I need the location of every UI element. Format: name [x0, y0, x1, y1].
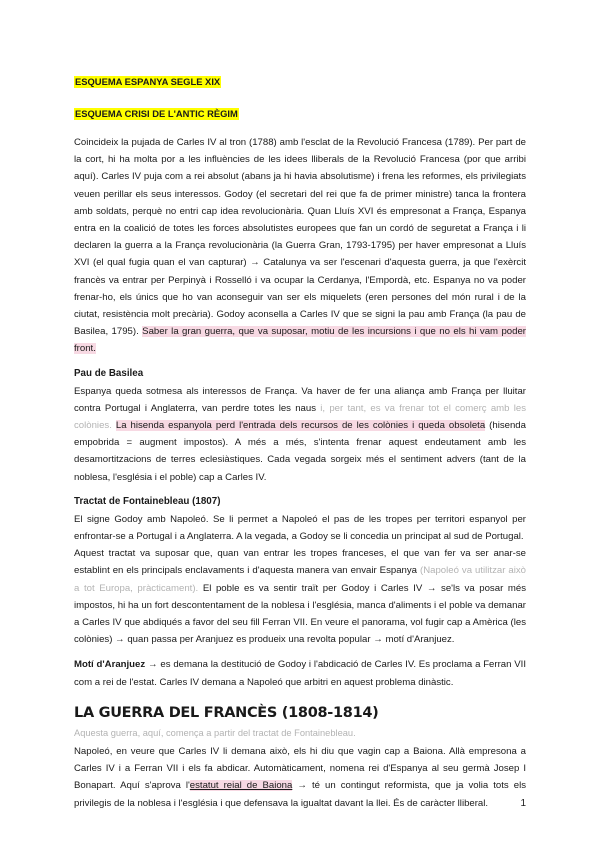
heading-guerra-frances: LA GUERRA DEL FRANCÈS (1808-1814) — [74, 704, 379, 721]
basilea-paragraph — [74, 383, 526, 486]
heading-pau-basilea: Pau de Basilea — [74, 367, 144, 379]
intro-highlight: Saber la gran guerra, que va suposar, motiu de les incursions i que no els hi vam poder front. — [74, 326, 526, 355]
estatut-baiona-link[interactable]: estatut reial de Baiona — [189, 780, 293, 792]
fontainebleau-paragraph-2 — [74, 545, 526, 648]
guerra-text-a: Napoleó, en veure que Carles IV li demana això, els hi diu que vagin cap a Baiona. Allà empresona a Carles IV i a Ferran VII i els fa abdicar. Automàticament, nomena rei d'Espanya al seu germà Josep I Bonapart. Aquí s'aprova l' — [74, 745, 526, 792]
aranjuez-paragraph — [74, 656, 526, 690]
fontainebleau-text-a: Aquest tractat va suposar que, quan van entrar les tropes franceses, el que van fer va ser anar-se establint en els principals enclavaments i d'aquesta manera van envair Espanya — [74, 548, 526, 577]
aranjuez-label: Motí d'Aranjuez — [74, 659, 146, 671]
guerra-subtitle: Aquesta guerra, aquí, comença a partir del tractat de Fontainebleau. — [74, 727, 356, 738]
intro-paragraph — [74, 134, 526, 358]
basilea-text-a: Espanya queda sotmesa als interessos de França. Va haver de fer una aliança amb França per lluitar contra Portugal i Anglaterra, van perdre totes les naus — [74, 385, 526, 414]
fontainebleau-note: (Napoleó va utilitzar això a tot Europa, pràcticament). — [74, 565, 526, 594]
guerra-text-b: → té un contingut reformista, que ja volia tots els privilegis de la noblesa i l'església i que defensava la igualtat davant la llei. És de caràcter lliberal. — [74, 780, 527, 809]
intro-text: Coincideix la pujada de Carles IV al tron (1788) amb l'esclat de la Revolució Francesa (1789). Per part de la cort, hi ha molta por a les influències de les idees lliberals de la Revolució Francesa (por que arribi aquí). Carles IV puja com a rei absolut (abans ja hi havia absolutisme) i frena les reformes, els privilegiats veuen perillar els seus interessos. Godoy (el secretari del rei que fa de primer ministre) tanca la frontera amb soldats, perquè no entri cap idea revolucionària. Quan Lluís XVI és empresonat a França, Espanya entra en la coalició de totes les forces absolutistes europees que fan un cordó de seguretat a França i li declaren la guerra a la França revolucionària (la Guerra Gran, 1793-1795) per haver empresonat a Lluís XVI (el qual fugia quan el van capturar) → Catalunya va ser l'escenari d'aquesta guerra, ja que l'exèrcit francès va entrar per Perpinyà i Rosselló i va ocupar la Cerdanya, l'Empordà, etc. Espanya no va poder frenar-ho, els únics que ho van aconseguir van ser els miquelets (eren persones del món rural i de la ciutat, resistència molt precària). Godoy aconsella a Carles IV que se signi la pau amb França (la pau de Basilea, 1795). — [74, 137, 526, 338]
heading-fontainebleau: Tractat de Fontainebleau (1807) — [74, 495, 221, 507]
title-esquema-espanya: ESQUEMA ESPANYA SEGLE XIX — [75, 76, 221, 87]
fontainebleau-paragraph-1: El signe Godoy amb Napoleó. Se li permet a Napoleó el pas de les tropes per territori espanyol per enfrontar-se a Portugal i a Anglaterra. A la vegada, a Godoy se li concedia un principat al sud de Portugal. — [74, 513, 526, 543]
basilea-text-d: (hisenda empobrida = augment impostos). A més a més, s'intenta frenar aquest endeutament amb les desamortitzacions de terres eclesiàstiques. Cada vegada sorgeix més el sentiment advers (tant de la noblesa, l'església i el poble) cap a Carles IV. — [74, 420, 526, 483]
fontainebleau-text-c: El poble es va sentir traït per Godoy i Carles IV → se'ls va posar més impostos, hi ha un fort descontentament de la noblesa i l'església, manca d'aliments i el poble va demanar a Carles IV que abdiqués a favor del seu fill Ferran VII. En veure el panorama, vol fugir cap a Amèrica (les colònies) → quan passa per Aranjuez es produeix una revolta popular → motí d'Aranjuez. — [74, 582, 526, 646]
page-number: 1 — [520, 798, 526, 809]
basilea-highlight: La hisenda espanyola perd l'entrada dels recursos de les colònies i queda obsoleta — [115, 420, 486, 432]
title-crisi-antic-regim: ESQUEMA CRISI DE L'ANTIC RÈGIM — [75, 108, 238, 119]
basilea-note: i, per tant, es va frenar tot el comerç amb les colònies. — [74, 402, 527, 432]
guerra-paragraph — [74, 743, 526, 812]
aranjuez-text: → es demana la destitució de Godoy i l'abdicació de Carles IV. Es proclama a Ferran VII com a rei de l'estat. Carles IV demana a Napoleó que arbitri en aquest problema dinàstic. — [74, 659, 526, 688]
